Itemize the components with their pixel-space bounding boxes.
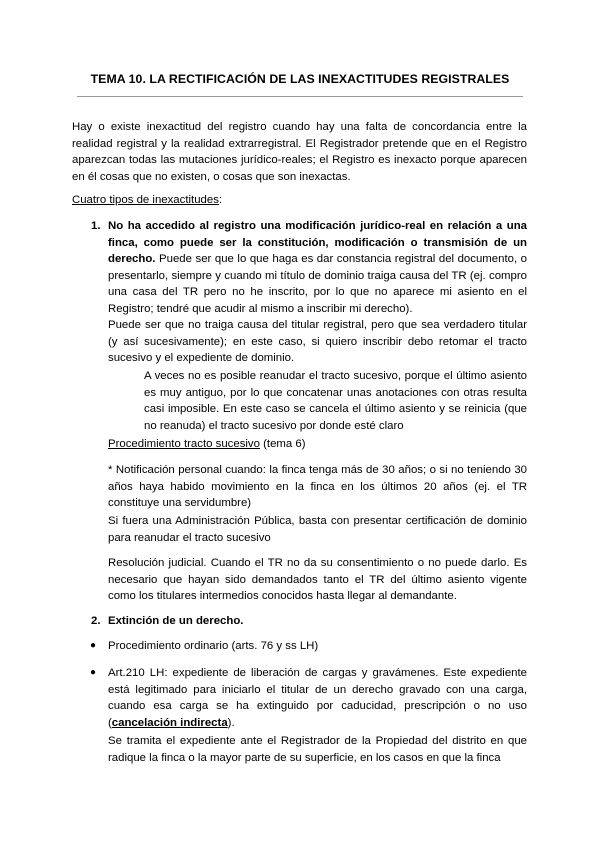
- item1-indented: A veces no es posible reanudar el tracto sucesivo, porque el último asiento es muy antiguo, por lo que concatenar unas anotaciones con otras resulta casi imposible. En este caso se cancela el último asiento y se reinicia (que no reanuda) el tracto sucesivo por donde esté claro: [144, 370, 527, 432]
- item2-heading: Extinción de un derecho.: [108, 615, 244, 627]
- item1-paragraph: [108, 218, 527, 318]
- procedure-label: Procedimiento tracto sucesivo: [108, 438, 260, 450]
- item1-number: 1.: [91, 220, 101, 232]
- subtitle-text: Cuatro tipos de inexactitudes: [72, 194, 219, 206]
- note2: Si fuera una Administración Pública, basta con presentar certificación de dominio para reanudar el tracto sucesivo: [108, 515, 527, 544]
- intro-paragraph: Hay o existe inexactitud del registro cuando hay una falta de concordancia entre la realidad registral y la realidad extrarregistral. El Registrador pretende que en el Registro aparezcan todas las mutaciones jurídico-reales; el Registro es inexacto porque aparecen en él cosas que no existen, o cosas que son inexactas.: [72, 121, 527, 183]
- item1-para2: Puede ser que no traiga causa del titular registral, pero que sea verdadero titular (y así sucesivamente); en este caso, si quiero inscribir debo retomar el tracto sucesivo y el expediente de dominio.: [108, 319, 527, 365]
- bullet2: [108, 665, 527, 731]
- note1: * Notificación personal cuando: la finca tenga más de 30 años; o si no teniendo 30 años haya habido movimiento en la finca en los últimos 20 años (ej. el TR constituye una servidumbre): [108, 464, 527, 510]
- bullet2-bold: cancelación indirecta: [111, 716, 228, 729]
- procedure-note: (tema 6): [259, 438, 306, 450]
- bullet1: Procedimiento ordinario (arts. 76 y ss LH): [108, 640, 319, 652]
- procedure-heading: [108, 436, 306, 453]
- item2-number: 2.: [91, 615, 101, 627]
- item2-paragraph: Se tramita el expediente ante el Registrador de la Propiedad del distrito en que radique la finca o la mayor parte de su superficie, en los casos en que la finca: [108, 735, 527, 764]
- bullet2-text: Art.210 LH: expediente de liberación de cargas y gravámenes. Este expediente está legitimado para iniciarlo el titular de un derecho gravado con una carga, cuando esa carga se ha extinguido por caducidad, prescripción o no uso (: [108, 667, 527, 729]
- page-title: TEMA 10. LA RECTIFICACIÓN DE LAS INEXACTITUDES REGISTRALES: [90, 72, 510, 86]
- title-divider: [77, 96, 523, 97]
- item1-text: Puede ser que lo que haga es dar constancia registral del documento, o presentarlo, siempre y cuando mi título de dominio traiga causa del TR (ej. compro una casa del TR pero no he inscrito, por lo que no aparece mi asiento en el Registro; tendré que acudir al mismo a inscribir mi derecho).: [108, 253, 527, 315]
- bullet2-end: ).: [227, 716, 235, 729]
- bullet-dot-icon: ●: [90, 667, 97, 678]
- bullet-dot-icon: ●: [90, 640, 97, 651]
- note3: Resolución judicial. Cuando el TR no da su consentimiento o no puede darlo. Es necesario que hayan sido demandados tanto el TR del último asiento vigente como los titulares intermedios conocidos hasta llegar al demandante.: [108, 557, 527, 603]
- subtitle-colon: :: [218, 194, 223, 206]
- item1-bold: No ha accedido al registro una modificación jurídico-real en relación a una finca, como puede ser la constitución, modificación o transmisión de un derecho.: [108, 220, 527, 266]
- subtitle: [72, 192, 222, 209]
